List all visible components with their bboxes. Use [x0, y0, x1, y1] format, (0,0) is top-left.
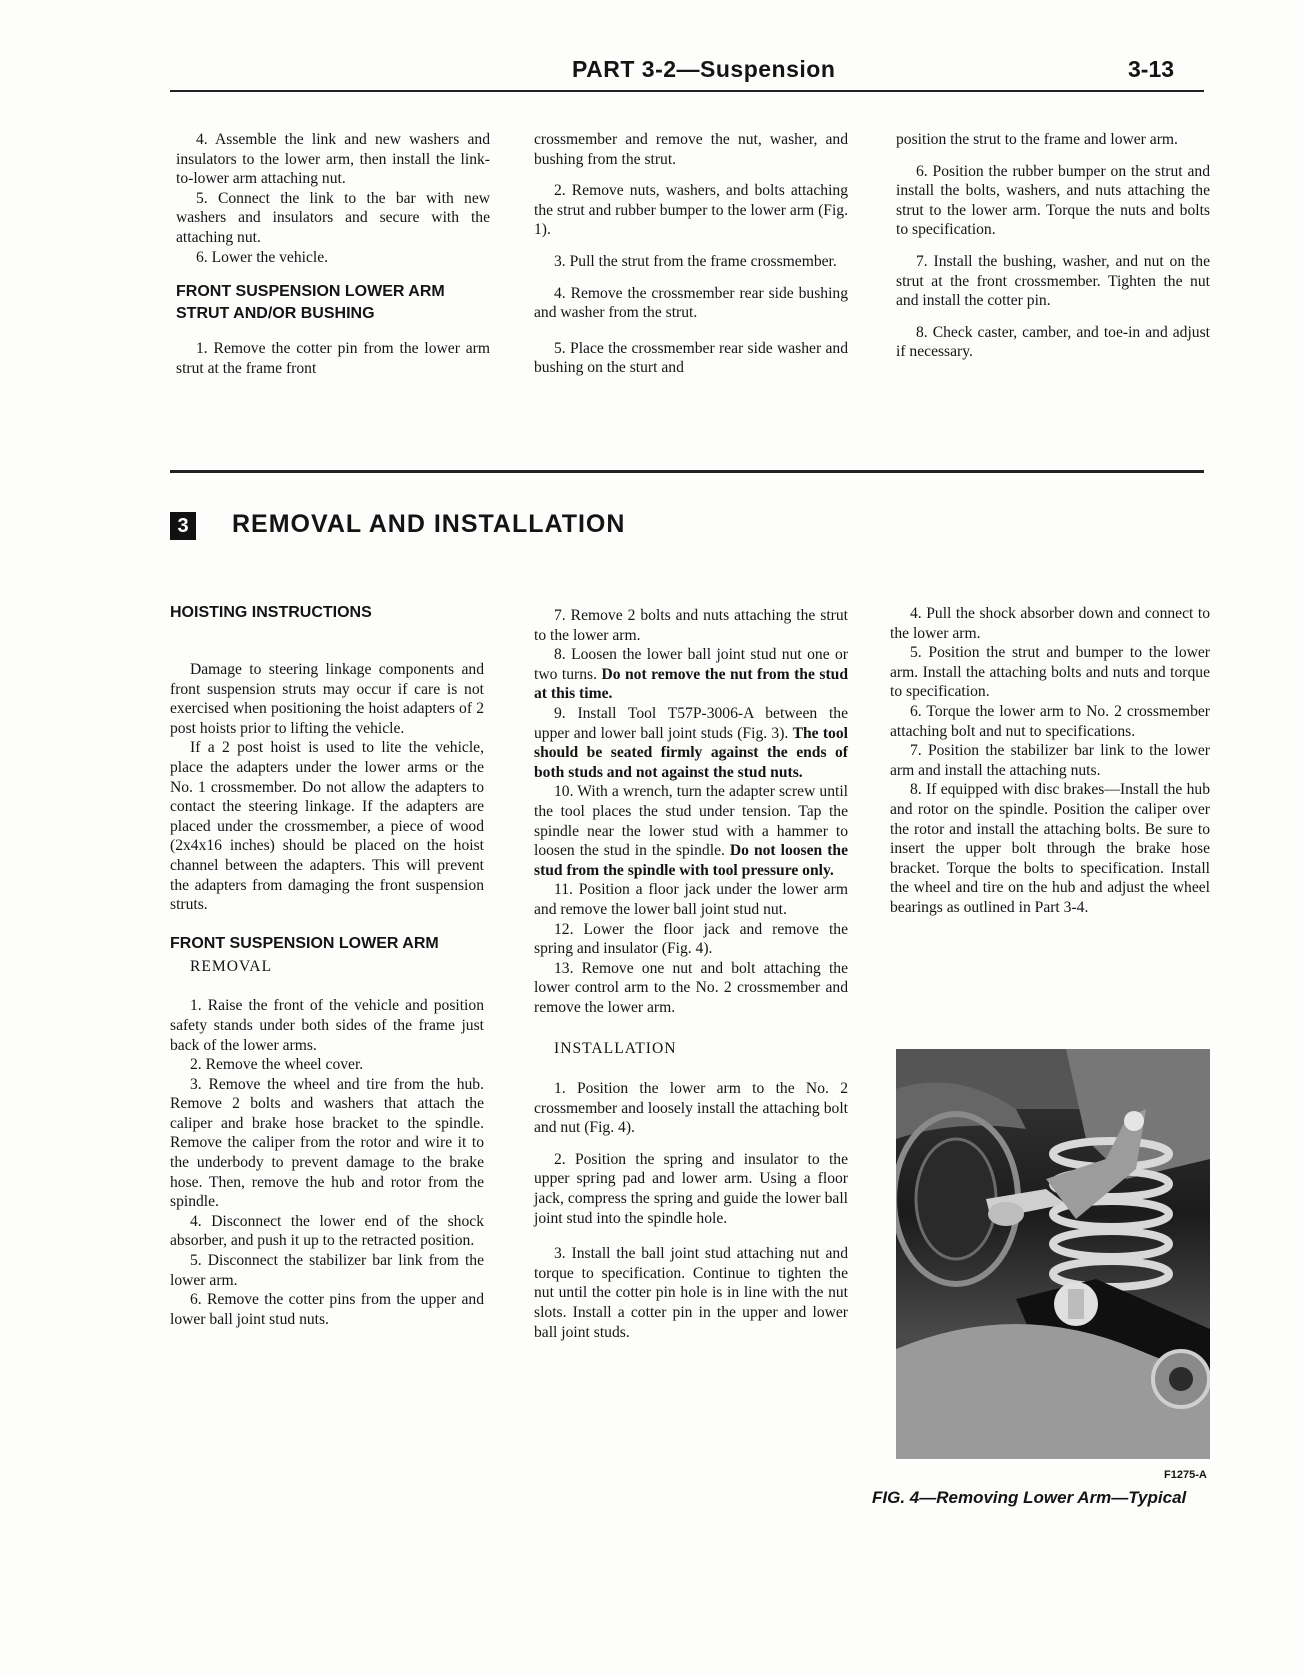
installation-step-6: 6. Torque the lower arm to No. 2 crossmember attaching bolt and nut to specifications.	[890, 702, 1210, 740]
figure-code: F1275-A	[1164, 1469, 1207, 1481]
step-5-connect: 5. Connect the link to the bar with new washers and insulators and secure with the attaching nut.	[176, 189, 490, 246]
removal-step-7: 7. Remove 2 bolts and nuts attaching the strut to the lower arm.	[534, 607, 848, 644]
top-column-3	[896, 130, 1210, 362]
removal-step-9	[534, 704, 848, 782]
strut-step-3: 3. Pull the strut from the frame crossmember.	[554, 252, 837, 270]
removal-step-4: 4. Disconnect the lower end of the shock absorber, and push it up to the retracted position.	[170, 1212, 484, 1250]
strut-section-heading: FRONT SUSPENSION LOWER ARM STRUT AND/OR BUSHING	[176, 283, 445, 323]
running-header-title: PART 3-2—Suspension	[572, 56, 836, 82]
removal-step-6: 6. Remove the cotter pins from the upper and lower ball joint stud nuts.	[170, 1291, 484, 1328]
removal-step-8	[534, 645, 848, 704]
strut-step-2: 2. Remove nuts, washers, and bolts attaching the strut and rubber bumper to the lower arm (Fig. 1).	[534, 182, 848, 239]
top-column-1	[176, 130, 490, 378]
strut-step-4: 4. Remove the crossmember rear side bushing and washer from the strut.	[534, 284, 848, 322]
removal-step-10	[534, 782, 848, 880]
bottom-column-2	[534, 606, 848, 1342]
strut-step-1: 1. Remove the cotter pin from the lower arm strut at the frame front	[176, 340, 490, 377]
removal-step-1: 1. Raise the front of the vehicle and position safety stands under both sides of the frame just back of the lower arms.	[170, 997, 484, 1054]
top-column-2	[534, 130, 848, 378]
removal-step-8-warning: Do not remove the nut from the stud at this time.	[534, 665, 848, 703]
removal-step-13: 13. Remove one nut and bolt attaching the lower control arm to the No. 2 crossmember and remove the lower arm.	[534, 959, 848, 1016]
figure-caption: FIG. 4—Removing Lower Arm—Typical	[872, 1488, 1187, 1507]
installation-step-5: 5. Position the strut and bumper to the lower arm. Install the attaching bolts and nuts and torque to specification.	[890, 644, 1210, 701]
strut-step-8: 8. Check caster, camber, and toe-in and adjust if necessary.	[896, 323, 1210, 361]
bottom-column-3	[890, 604, 1210, 918]
step-6-lower: 6. Lower the vehicle.	[196, 248, 329, 266]
strut-step-5: 5. Place the crossmember rear side washer and bushing on the sturt and	[534, 339, 848, 377]
removal-step-9-warning: The tool should be seated firmly against the ends of both studs and not against the stud nuts.	[534, 724, 848, 781]
installation-step-2: 2. Position the spring and insulator to the upper spring pad and lower arm. Using a floor jack, compress the spring and guide the lower ball joint stud into the spindle hole.	[534, 1150, 848, 1227]
suspension-photo	[896, 1049, 1210, 1459]
strut-step-cont-2: position the strut to the frame and lower arm.	[896, 131, 1178, 148]
hoisting-para-1: Damage to steering linkage components and front suspension struts may occur if care is not exercised when positioning the hoist adapters of 2 post hoists prior to lifting the vehicle.	[170, 661, 484, 737]
step-4-assemble: 4. Assemble the link and new washers and insulators to the lower arm, then install the link-to-lower arm attaching nut.	[176, 131, 490, 188]
installation-step-8: 8. If equipped with disc brakes—Install the hub and rotor on the spindle. Position the caliper over the rotor and install the attaching bolts. Be sure to insert the upper bolt through the brake hose bracket. Torque the bolts to specification. Install the wheel and tire on the hub and adjust the wheel bearings as outlined in Part 3-4.	[890, 781, 1210, 916]
removal-step-10-text: 10. With a wrench, turn the adapter screw until the tool places the stud under tension. Tap the spindle near the lower stud with a hammer to loosen the stud in the spindle.	[534, 783, 848, 860]
installation-step-1: 1. Position the lower arm to the No. 2 crossmember and loosely install the attaching bolt and nut (Fig. 4).	[534, 1080, 848, 1137]
removal-step-8-text: 8. Loosen the lower ball joint stud nut one or two turns.	[534, 646, 848, 683]
removal-step-10-warning: Do not loosen the stud from the spindle with tool pressure only.	[534, 842, 849, 879]
removal-step-3: 3. Remove the wheel and tire from the hub. Remove 2 bolts and washers that attach the caliper and brake hose bracket to the spindle. Remove the caliper from the rotor and wire it to the underbody to prevent damage to the brake hose. Then, remove the hub and rotor from the spindle.	[170, 1075, 484, 1211]
installation-step-4: 4. Pull the shock absorber down and connect to the lower arm.	[890, 605, 1210, 642]
section-number-badge: 3	[170, 512, 196, 540]
hoisting-para-2: If a 2 post hoist is used to lite the vehicle, place the adapters under the lower arms or the No. 1 crossmember. Do not allow the adapters to contact the steering linkage. If the adapters are placed under the crossmember, a piece of wood (2x4x16 inches) should be placed on the hoist channel between the adapters. This will prevent the adapters from damaging the front suspension struts.	[170, 739, 484, 914]
installation-step-3: 3. Install the ball joint stud attaching nut and torque to specification. Continue to tighten the nut until the cotter pin hole is in line with the nut slots. Install a cotter pin in the upper and lower ball joint studs.	[534, 1245, 848, 1341]
header-rule	[170, 90, 1204, 92]
installation-subheading: INSTALLATION	[554, 1040, 677, 1058]
section-title: REMOVAL AND INSTALLATION	[232, 510, 626, 538]
section-rule	[170, 470, 1204, 473]
strut-step-cont: crossmember and remove the nut, washer, and bushing from the strut.	[534, 131, 848, 168]
removal-step-9-text: 9. Install Tool T57P-3006-A between the upper and lower ball joint studs (Fig. 3).	[534, 704, 848, 742]
strut-step-6: 6. Position the rubber bumper on the strut and install the bolts, washers, and nuts attaching the strut to the lower arm. Torque the nuts and bolts to specification.	[896, 162, 1210, 239]
removal-subheading: REMOVAL	[190, 957, 273, 975]
lower-arm-heading: FRONT SUSPENSION LOWER ARM	[170, 934, 439, 952]
installation-step-7: 7. Position the stabilizer bar link to the lower arm and install the attaching nuts.	[890, 742, 1210, 779]
removal-step-2: 2. Remove the wheel cover.	[190, 1056, 364, 1074]
removal-step-5: 5. Disconnect the stabilizer bar link from the lower arm.	[170, 1252, 484, 1289]
page-number: 3-13	[1128, 56, 1175, 82]
bottom-column-1	[170, 602, 484, 1329]
suspension-photo-illustration	[896, 1049, 1210, 1459]
hoisting-heading: HOISTING INSTRUCTIONS	[170, 604, 372, 621]
removal-step-11: 11. Position a floor jack under the lower arm and remove the lower ball joint stud nut.	[534, 881, 848, 918]
removal-step-12: 12. Lower the floor jack and remove the spring and insulator (Fig. 4).	[534, 920, 848, 958]
strut-step-7: 7. Install the bushing, washer, and nut on the strut at the front crossmember. Tighten the nut and install the cotter pin.	[896, 252, 1210, 310]
